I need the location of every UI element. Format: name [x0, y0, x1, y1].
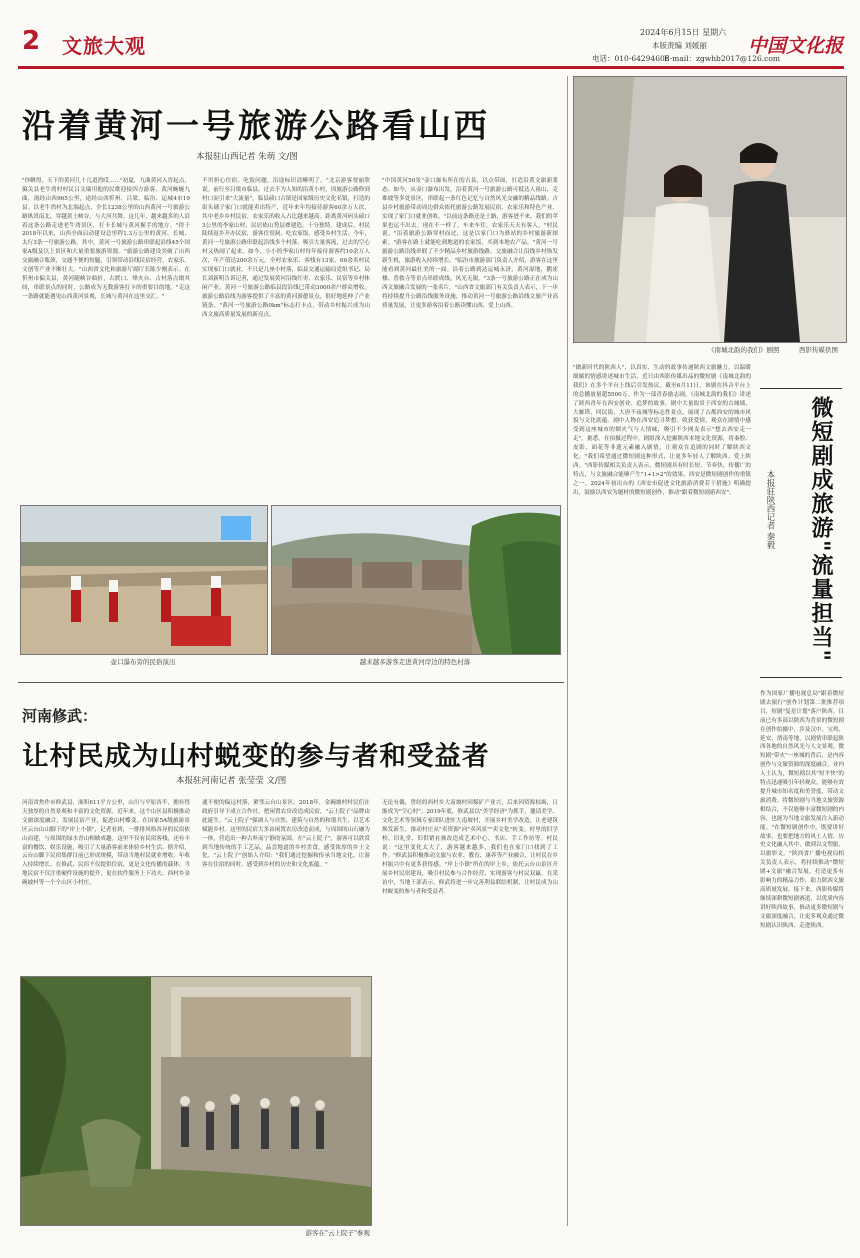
article3-title-top-rule — [760, 388, 842, 389]
article1-column-3: "中国黄河50景"壶口瀑布所在的吉县，以点带面，打造沿黄文旅新業态。如今，从壶口瀑布出发，沿着黄河一号旅游公路可抵达人祖山、克难坡等多处景区，串联起一条红色记忆与自然风光交融的精品线路。吉县乡村旅游带动周边群众依托旅游公路发展民宿、农家乐和特色产业，实现了家门口就业创收。"以前这条路还是土路，游客进不来，我们的苹果也运不出去。现在不一样了，车来车往，农家乐天天有客人。"村民说。"沿着旅游公路穿村而过，这是以家门口为驿站的乡村旅游新探索。"游客在路上就能吃到地道的农家饭，买到本地农产品。"黄河一号旅游公路沿线串联了不少精品乡村旅游线路。交旅融合让沿线乡村焕发新生机，旅游收入持续增长。"临汾市旅游部门负责人介绍，游客在这里能看到黄河最壮美的一面。沿着公路到达运城永济，黄河湿地、鹳雀楼、普救寺等景点串联成线，风光无限。"3条一号旅游公路正在成为山西文旅融合发展的一张名片。"山西省文旅部门有关负责人表示，下一步将持续提升公路沿线服务设施，推动黄河一号旅游公路沿线文旅产业高质量发展，让更多游客沿着公路读懂山西、爱上山西。 — [382, 178, 558, 309]
right-column-divider — [567, 76, 568, 1226]
photo-drama-still-credit: 西影传媒供图 — [799, 346, 838, 354]
photo-folk-performance-caption: 壶口瀑布旁的民俗演出 — [110, 658, 176, 666]
article1-title: 沿着黄河一号旅游公路看山西 — [22, 106, 490, 145]
article-divider — [18, 682, 564, 683]
photo-village — [271, 505, 561, 655]
masthead-date: 2024年6月15日 星期六 — [640, 28, 727, 37]
photo-drama-still-caption: 《南城北韵的我们》剧照 — [708, 346, 780, 354]
article3-column-1: "做新时代的陕西人"，以真实、生动的故事传递陕西文旅魅力，以温暖细腻的情感讲述城市生活，近日由西影传媒出品的微短剧《南城北韵的我们》在多个平台上线后引发热议。截至6月11日，该剧在抖音平台上的总播放量超5500万。作为一部青春励志剧，《南城北韵的我们》讲述了陕西青年在西安创业、追梦的故事，剧中大量取景于西安的古城墙、大雁塔、回民街、大唐不夜城等标志性景点，展现了古都西安的城市风貌与文化底蕴。剧中人物在西安追寻梦想、收获爱情，观众在剧情中感受到这座城市的烟火气与人情味，吸引不少网友表示"想去西安走一走"。据悉，在拍摄过程中，剧组深入挖掘陕西本地文化资源，将秦腔、皮影、面花等非遗元素融入剧情，让观众在追剧的同时了解陕西文化。"我们希望通过微短剧这种形式，让更多年轻人了解陕西、爱上陕西。"西影传媒相关负责人表示，微短剧具有时长短、节奏快、传播广的特点，与文旅融合能够产生"1+1>2"的效果。西安是微短剧创作的重镇之一。2024年初出台的《西安市促进文化旅游消费若干措施》明确提出，鼓励以西安为题材的微短剧创作，推动"跟着微短剧游西安"。 — [573, 365, 751, 496]
paper-logo: 中国文化报 — [748, 35, 844, 57]
photo-drama-still — [573, 76, 847, 343]
article2-column-3: 无论有偶，曾经的西村乡大南坡村因煤矿产业兴，后来因资源枯竭，日渐成为"空心村"。2019年底，修武县以"美学经济"为抓手，邀请美学、文化艺术等领域专家团队进驻大南坡村，开展乡村美学改造，让老建筑焕发新生，推动村庄从"卖资源"向"卖风景""卖文化"转变。村里的旧学校、旧礼堂、旧供销社被改造成艺术中心、书店、手工作坊等。村民说："这里变化太大了，游客越来越多，我们也在家门口找到了工作。"修武县积极推动文旅与农业、教育、康养等产业融合，让村民在乡村振兴中有更多获得感。"岸上小镇"所在的岸上乡，依托云台山景区开展乡村民宿建设，吸引村民参与合作经营，实现游客与村民双赢。在采访中，当地干部表示，修武将进一步完善利益联结机制，让村民成为山村蜕变的参与者和受益者。 — [382, 800, 558, 896]
article2-title: 让村民成为山村蜕变的参与者和受益者 — [22, 741, 490, 772]
article1-column-2: 不用担心住宿、吃饭问题，沿途标识清晰明了，"北京游客贾丽欣说。前行至吕梁市临县，过去不为人知的沿黄小村，因旅游公路修到村口而引来"大流量"。临县碛口古镇是国家级历史文化名镇，打造的街头铺子家门口就能卖出特产，近年来年均接待游客60余万人次，其中老乡乡村民宿、农家乐的收入占比越来越高。距离黄河码头碛口3公里的李家山村，民居依山势层叠建造，十分独特。建成后，村民陆续返乡开办民宿，游客住窑洞、吃农家饭，感受乡村生活。今年，黄河一号旅游公路串联起沿线多个村落，吸引大量客流，过去的空心村又热闹了起来。如今，小小的李家山村每年接待游客约10余万人次，年产值达200余万元。全村农家乐、客栈有13家，60余名村民实现家门口就业。不只是几座小村落，临县交通运输局党组书记、局长刘新明告诉记者，通过发展黄河沿线红枣、农家乐、民宿等乡村休闲产业，黄河一号旅游公路临县段沿线已带动3000余户群众增收。旅游公路沿线为游客提供了丰富的黄河游憩景点，很好地延伸了产业链条，"黄河一号旅游公路0km"标志打卡点，带动乡村振兴成为山西文旅高质量发展的新亮点。 — [202, 178, 370, 318]
article3-title-box — [760, 388, 842, 678]
photo-village-caption: 越来越多游客走进黄河岸边的特色村落 — [359, 658, 471, 666]
article1-byline: 本报驻山西记者 朱萌 文/图 — [196, 152, 298, 162]
masthead-phone: 电话：010-64294608 — [592, 54, 670, 63]
photo-cloud-courtyard — [20, 976, 372, 1226]
photo-cloud-courtyard-caption: 游客在"云上院子"参观 — [305, 1229, 370, 1237]
photo-folk-performance — [20, 505, 268, 655]
article3-column-2: 作为国家广播电视总局"跟着微短剧去旅行"创作计划第二批推荐项目，短剧"复星计划"落户陕西。目前已有多部以陕西为背景的微短剧在创作拍摄中，涉及汉中、宝鸡、延安、渭南等地，以剧情串联起陕西各地的自然风光与人文景观。微短剧"带火"一座城的背后，是内容创作与文旅资源的深度融合。业内人士认为，微短剧以其"短平快"的特点迅速吸引年轻观众，能够有效提升城市知名度和美誉度，带动文旅消费。将微短剧与当地文旅资源相结合，不仅能够丰富微短剧的内容，也能为当地文旅发展注入新动能。"在微短剧创作中，既要讲好故事，也要把地方的风土人情、历史文化融入其中，做到以文塑旅、以旅彰文。"陕西省广播电视局相关负责人表示，将持续推动"微短剧+文旅"融合发展，打造更多有影响力的精品力作，助力陕西文旅高质量发展。接下来，西影传媒将继续深耕微短剧赛道，以优质内容讲好陕西故事，推动更多微短剧与文旅深度融合，让更多观众通过微短剧认识陕西、走进陕西。 — [760, 691, 844, 929]
article3-byline: 本报驻陕西记者 秦毅 — [765, 470, 775, 550]
article2-byline: 本报驻河南记者 张莹莹 文/图 — [176, 776, 287, 786]
article3-title: 微短剧成旅游"流量担当" — [808, 396, 834, 663]
article2-column-1: 河南省焦作市修武县，面积611平方公里，山川与平原各半，拥有得天独厚的自然景观和丰富的文化资源。近年来，这个山区县积极推动文旅深度融合，发展民宿产业，促进山村蝶变。在国家5A级旅游景区云台山山脚下的"岸上小镇"，记者看到，一排排风格各异的民宿依山而建，与周围的绿水青山相映成趣。这里不仅有民宿客栈，还有丰富的餐饮、娱乐设施，吸引了大量游客前来体验乡村生活。据介绍，云台山脚下民宿集群目前已形成规模，带动当地村民就业增收，年收入持续增长。在修武，民宿不仅提供住宿，更是文化传播的载体。当地民宿不仅注重硬件设施的提升，更在软件服务上下功夫。西村乡金碗坡村等一个个山区小村庄， — [22, 800, 190, 887]
masthead-editor: 本版责编 刘媛丽 — [652, 41, 707, 50]
masthead-email: E-mail：zgwhb2017@126.com — [664, 54, 780, 63]
section-title: 文旅大观 — [62, 34, 146, 58]
article1-column-1: "你瞅得，天下的黄河几十几道湾哎……"初夏，九曲黄河入晋起点，偏关县老牛湾村村民吕文瑞用他的民歌迎接四方游客。黄河蜿蜒九曲，流经山西965公里，途经山西忻州、吕梁、临汾、运城4市19县。以老牛湾村为北端起点，全长1238公里的山西黄河一号旅游公路纵贯南北，穿越黄土峡谷，与大河共舞。这几年，越来越多的人沿着这条公路走进老牛湾景区，打卡长城与黄河握手的地方。"得于2018年以来，山西全面启动建设总里程1.3万公里的黄河、长城、太行3条一号旅游公路。其中，黄河一号旅游公路串联起沿线45个国家A级及以上景区和大量重要旅游资源。"旅游公路建设突破了山西交旅融合瓶颈，交通不便的短腿，引领带动沿线民宿经营、农家乐、文创等产业不断壮大。"山西省文化和旅游厅副厅长陈少刚表示。在忻州市偏关县，黄河随峡谷曲折，古渡口、烽火台、古村落点缀其间，串联景点的同时，公路成为无数游客打卡的重要目的地。"走这一条路就能遇见山西黄河景观，长城与黄河在这里交汇。" — [22, 178, 190, 300]
page-number: 2 — [22, 26, 41, 56]
article2-kicker: 河南修武： — [22, 707, 98, 725]
masthead-rule — [18, 66, 844, 69]
article3-title-bottom-rule — [760, 677, 842, 678]
article2-column-2: 通不便的偏远村落，紧邻云台山景区。2018年，金碗坡村村民们在政府引导下成立合作社，把闲置农房改造成民宿，"云上院子"品牌由此诞生。"云上院子"强调人与自然、建筑与自然的和谐共生，以艺术赋能乡村。这里的民宿大多由闲置农房改造而成，与周围的山石融为一体，营造出一种古朴而宁静的氛围。在"云上院子"，游客可以欣赏到当地传统的手工艺品，品尝地道的乡村美食，感受浓厚的乡土文化。"云上院子"创始人介绍："我们通过挖掘和传承当地文化，让游客在住宿的同时，感受到乡村的历史和文化底蕴。" — [202, 800, 370, 869]
